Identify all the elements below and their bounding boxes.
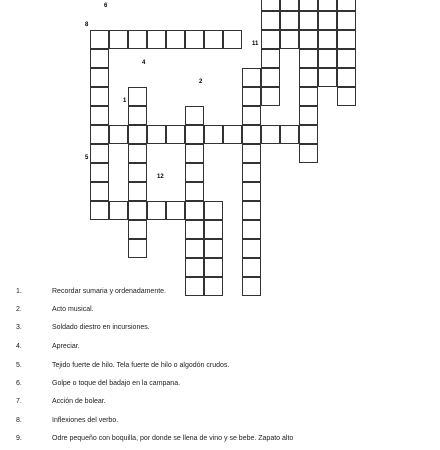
- crossword-cell[interactable]: [261, 68, 280, 87]
- crossword-cell[interactable]: [166, 201, 185, 220]
- clue-row: [0, 323, 440, 339]
- crossword-cell[interactable]: [185, 277, 204, 296]
- crossword-cell[interactable]: [90, 144, 109, 163]
- crossword-cell[interactable]: [242, 87, 261, 106]
- clue-text: Recordar sumaria y ordenadamente.: [52, 288, 167, 295]
- crossword-cell[interactable]: [128, 182, 147, 201]
- clue-text: Apreciar.: [52, 343, 80, 350]
- crossword-cell[interactable]: [128, 30, 147, 49]
- crossword-cell[interactable]: [337, 30, 356, 49]
- crossword-cell[interactable]: [90, 87, 109, 106]
- crossword-cell[interactable]: [204, 277, 223, 296]
- crossword-cell[interactable]: [185, 220, 204, 239]
- crossword-cell[interactable]: [223, 30, 242, 49]
- crossword-cell[interactable]: [242, 258, 261, 277]
- clue-text: Inflexiones del verbo.: [52, 417, 119, 424]
- crossword-cell[interactable]: [337, 11, 356, 30]
- crossword-cell[interactable]: [280, 30, 299, 49]
- clue-row: [0, 361, 440, 377]
- clue-number: 7.: [16, 398, 22, 405]
- crossword-cell[interactable]: [242, 239, 261, 258]
- crossword-cell[interactable]: [166, 30, 185, 49]
- crossword-cell[interactable]: [90, 201, 109, 220]
- clue-text: Soldado diestro en incursiones.: [52, 324, 150, 331]
- crossword-cell[interactable]: [242, 182, 261, 201]
- crossword-cell[interactable]: [128, 125, 147, 144]
- crossword-cell[interactable]: [147, 125, 166, 144]
- clue-number: 5.: [16, 362, 22, 369]
- crossword-cell[interactable]: [318, 30, 337, 49]
- crossword-cell[interactable]: [261, 49, 280, 68]
- crossword-cell[interactable]: [280, 0, 299, 11]
- crossword-cell[interactable]: [128, 201, 147, 220]
- clue-number-label: 11: [252, 41, 259, 47]
- crossword-cell[interactable]: [204, 220, 223, 239]
- crossword-cell[interactable]: [90, 182, 109, 201]
- crossword-cell[interactable]: [318, 11, 337, 30]
- crossword-cell[interactable]: [128, 220, 147, 239]
- crossword-cell[interactable]: [299, 11, 318, 30]
- crossword-cell[interactable]: [128, 106, 147, 125]
- crossword-cell[interactable]: [242, 68, 261, 87]
- crossword-cell[interactable]: [299, 68, 318, 87]
- crossword-cell[interactable]: [185, 144, 204, 163]
- clue-row: [0, 397, 440, 413]
- crossword-cell[interactable]: [90, 49, 109, 68]
- clue-text: Odre pequeño con boquilla, por donde se llena de vino y se bebe. Zapato alto: [52, 435, 294, 442]
- crossword-cell[interactable]: [185, 163, 204, 182]
- crossword-cell[interactable]: [185, 182, 204, 201]
- clue-number-label: 1: [123, 98, 127, 104]
- clue-row: [0, 434, 440, 450]
- crossword-cell[interactable]: [261, 30, 280, 49]
- crossword-cell[interactable]: [261, 87, 280, 106]
- crossword-cell[interactable]: [299, 87, 318, 106]
- clue-number: 8.: [16, 417, 22, 424]
- clue-row: [0, 305, 440, 321]
- crossword-cell[interactable]: [242, 201, 261, 220]
- clue-text: Acto musical.: [52, 306, 94, 313]
- crossword-cell[interactable]: [299, 30, 318, 49]
- clue-number-label: 8: [85, 22, 89, 28]
- crossword-cell[interactable]: [204, 125, 223, 144]
- crossword-cell[interactable]: [242, 163, 261, 182]
- crossword-cell[interactable]: [299, 125, 318, 144]
- crossword-cell[interactable]: [185, 106, 204, 125]
- clue-number-label: 12: [157, 174, 164, 180]
- clue-number: 6.: [16, 380, 22, 387]
- crossword-cell[interactable]: [204, 30, 223, 49]
- crossword-cell[interactable]: [109, 30, 128, 49]
- clue-number-label: 6: [104, 3, 108, 9]
- crossword-cell[interactable]: [242, 125, 261, 144]
- clue-row: [0, 342, 440, 358]
- clue-text: Golpe o toque del badajo en la campana.: [52, 380, 181, 387]
- crossword-cell[interactable]: [90, 163, 109, 182]
- crossword-cell[interactable]: [128, 87, 147, 106]
- crossword-cell[interactable]: [185, 201, 204, 220]
- crossword-cell[interactable]: [337, 87, 356, 106]
- crossword-cell[interactable]: [318, 49, 337, 68]
- crossword-cell[interactable]: [147, 201, 166, 220]
- crossword-cell[interactable]: [299, 49, 318, 68]
- clue-row: [0, 416, 440, 432]
- crossword-cell[interactable]: [337, 49, 356, 68]
- crossword-cell[interactable]: [242, 144, 261, 163]
- crossword-cell[interactable]: [185, 239, 204, 258]
- crossword-cell[interactable]: [204, 258, 223, 277]
- crossword-cell[interactable]: [242, 106, 261, 125]
- clue-number-label: 4: [142, 60, 146, 66]
- clue-number: 9.: [16, 435, 22, 442]
- crossword-cell[interactable]: [318, 0, 337, 11]
- crossword-cell[interactable]: [242, 220, 261, 239]
- clue-number: 2.: [16, 306, 22, 313]
- crossword-cell[interactable]: [109, 125, 128, 144]
- crossword-cell[interactable]: [90, 125, 109, 144]
- clue-number: 3.: [16, 324, 22, 331]
- clue-number: 1.: [16, 288, 22, 295]
- crossword-cell[interactable]: [280, 11, 299, 30]
- crossword-cell[interactable]: [128, 163, 147, 182]
- crossword-cell[interactable]: [318, 68, 337, 87]
- crossword-cell[interactable]: [185, 258, 204, 277]
- crossword-cell[interactable]: [223, 125, 242, 144]
- crossword-cell[interactable]: [337, 68, 356, 87]
- crossword-cell[interactable]: [204, 239, 223, 258]
- clue-number: 4.: [16, 343, 22, 350]
- clue-number-label: 2: [199, 79, 203, 85]
- crossword-cell[interactable]: [90, 68, 109, 87]
- crossword-cell[interactable]: [185, 125, 204, 144]
- clue-text: Acción de bolear.: [52, 398, 106, 405]
- clue-number-label: 5: [85, 155, 89, 161]
- crossword-cell[interactable]: [109, 201, 128, 220]
- crossword-cell[interactable]: [299, 144, 318, 163]
- crossword-cell[interactable]: [337, 0, 356, 11]
- crossword-cell[interactable]: [90, 30, 109, 49]
- crossword-cell[interactable]: [261, 125, 280, 144]
- crossword-cell[interactable]: [261, 0, 280, 11]
- clue-row: [0, 379, 440, 395]
- crossword-cell[interactable]: [128, 144, 147, 163]
- crossword-cell[interactable]: [261, 11, 280, 30]
- crossword-cell[interactable]: [242, 277, 261, 296]
- clue-text: Tejido fuerte de hilo. Tela fuerte de hilo o algodón crudos.: [52, 362, 230, 369]
- crossword-cell[interactable]: [204, 201, 223, 220]
- crossword-cell[interactable]: [280, 125, 299, 144]
- crossword-cell[interactable]: [299, 0, 318, 11]
- crossword-cell[interactable]: [185, 30, 204, 49]
- crossword-cell[interactable]: [90, 106, 109, 125]
- crossword-cell[interactable]: [147, 30, 166, 49]
- crossword-cell[interactable]: [128, 239, 147, 258]
- crossword-cell[interactable]: [166, 125, 185, 144]
- crossword-cell[interactable]: [299, 106, 318, 125]
